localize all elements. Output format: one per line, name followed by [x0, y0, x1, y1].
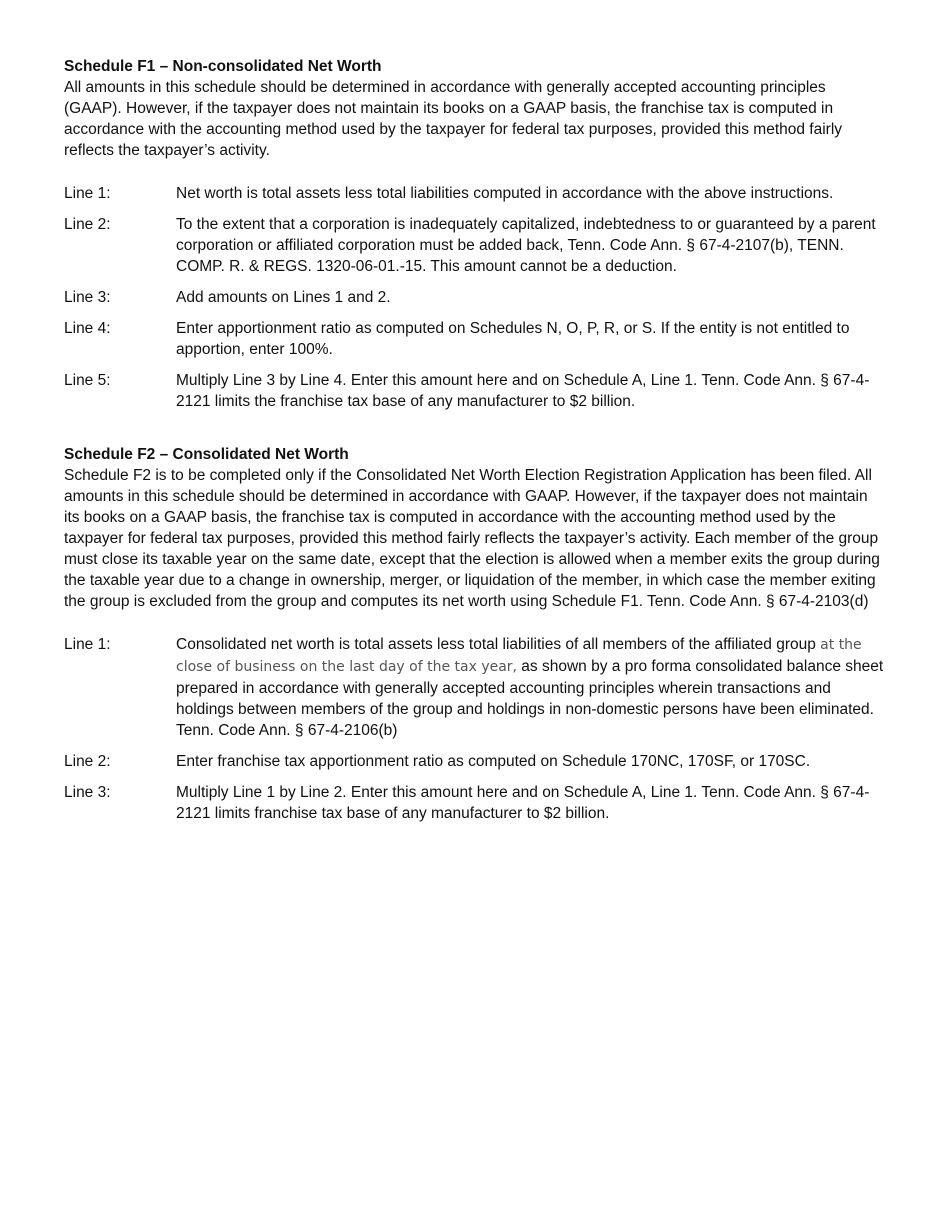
line-text: Enter franchise tax apportionment ratio as computed on Schedule 170NC, 170SF, or 170SC.: [176, 753, 811, 770]
line-label: Line 1:: [64, 636, 111, 653]
line-label: Line 3:: [64, 784, 111, 801]
schedule-f1-lines: [64, 183, 886, 412]
line-text: Enter apportionment ratio as computed on Schedules N, O, P, R, or S. If the entity is not entitled to apportion, enter 100%.: [176, 320, 850, 358]
line-text: To the extent that a corporation is inadequately capitalized, indebtedness to or guaranteed by a parent corporation or affiliated corporation must be added back, Tenn. Code Ann. § 67-4-2107(b), TENN. COMP. R. & REGS. 1320-06-01.-15. This amount cannot be a deduction.: [176, 216, 876, 275]
f1-line-2: [64, 214, 886, 277]
f1-line-4: [64, 318, 886, 360]
line-label: Line 2:: [64, 216, 111, 233]
schedule-f2-title: Schedule F2 – Consolidated Net Worth: [64, 446, 349, 463]
f2-line-3: [64, 782, 886, 824]
line-label: Line 1:: [64, 185, 111, 202]
schedule-f1-intro: All amounts in this schedule should be determined in accordance with generally accepted accounting principles (GAAP). However, if the taxpayer does not maintain its books on a GAAP basis, the franchise tax is computed in accordance with the accounting method used by the taxpayer for federal tax purposes, provided this method fairly reflects the taxpayer’s activity.: [64, 79, 843, 159]
schedule-f1-section: [64, 56, 886, 412]
line-text-gray-part: at the close of business on the last day of the tax year,: [176, 637, 862, 675]
line-text: Multiply Line 3 by Line 4. Enter this amount here and on Schedule A, Line 1. Tenn. Code Ann. § 67-4-2121 limits the franchise tax base of any manufacturer to $2 billion.: [176, 372, 870, 410]
f2-line-1: [64, 634, 886, 741]
section-spacer: [64, 422, 886, 444]
line-text: Multiply Line 1 by Line 2. Enter this amount here and on Schedule A, Line 1. Tenn. Code Ann. § 67-4- 2121 limits franchise tax base of any manufacturer to $2 billion.: [176, 784, 870, 822]
line-text-part: as shown by a pro forma consolidated balance sheet prepared in accordance with generally accepted accounting principles wherein transactions and holdings between members of the group and holdings in non-domestic persons have been eliminated. Tenn. Code Ann. § 67-4-2106(b): [176, 658, 884, 739]
f1-line-5: [64, 370, 886, 412]
line-text: Add amounts on Lines 1 and 2.: [176, 289, 391, 306]
f1-line-3: [64, 287, 886, 308]
document-page: [64, 56, 886, 834]
schedule-f2-lines: [64, 634, 886, 824]
schedule-f1-title: Schedule F1 – Non-consolidated Net Worth: [64, 58, 382, 75]
line-label: Line 2:: [64, 753, 111, 770]
line-label: Line 5:: [64, 372, 111, 389]
line-text-part: Consolidated net worth is total assets less total liabilities of all members of the affiliated group: [176, 636, 821, 653]
line-text: [176, 634, 886, 741]
line-label: Line 3:: [64, 289, 111, 306]
f1-line-1: [64, 183, 886, 204]
f2-line-2: [64, 751, 886, 772]
line-label: Line 4:: [64, 320, 111, 337]
schedule-f2-section: [64, 444, 886, 824]
schedule-f2-intro: Schedule F2 is to be completed only if the Consolidated Net Worth Election Registration Application has been filed. All amounts in this schedule should be determined in accordance with GAAP. However, if the taxpayer does not maintain its books on a GAAP basis, the franchise tax is computed in accordance with the accounting method used by the taxpayer for federal tax purposes, provided this method fairly reflects the taxpayer’s activity. Each member of the group must close its taxable year on the same date, except that the election is allowed when a member exits the group during the taxable year due to a change in ownership, merger, or liquidation of the member, in which case the member exiting the group is excluded from the group and computes its net worth using Schedule F1. Tenn. Code Ann. § 67-4-2103(d): [64, 467, 880, 610]
line-text: Net worth is total assets less total liabilities computed in accordance with the above instructions.: [176, 185, 834, 202]
